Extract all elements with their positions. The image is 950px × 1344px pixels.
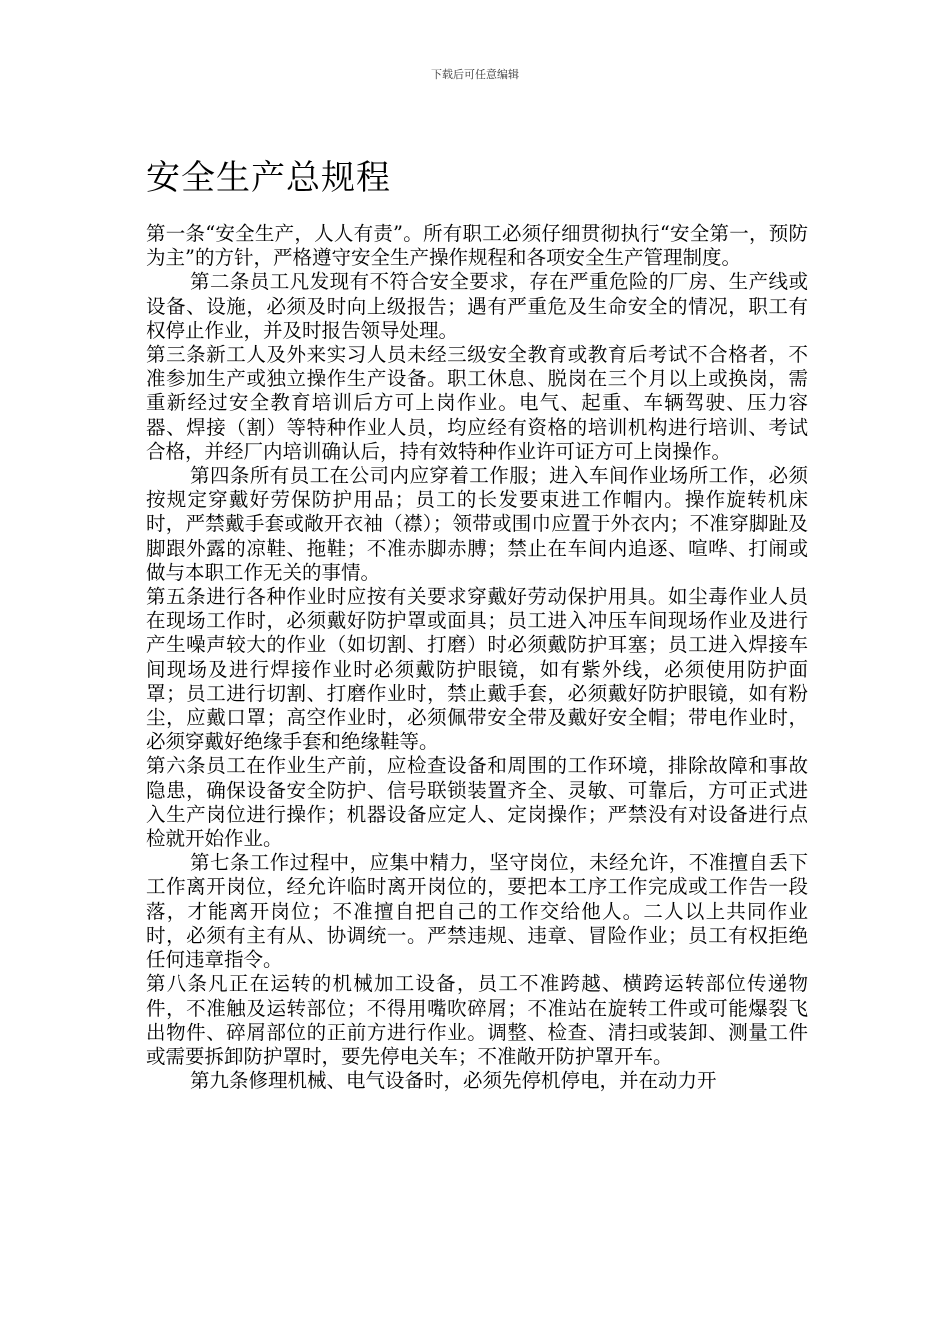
article-1: 第一条“安全生产，人人有责”。所有职工必须仔细贯彻执行“安全第一，预防为主”的方针，严格遵守安全生产操作规程和各项安全生产管理制度。: [146, 222, 808, 270]
article-3: 第三条新工人及外来实习人员未经三级安全教育或教育后考试不合格者，不准参加生产或独立操作生产设备。职工休息、脱岗在三个月以上或换岗，需重新经过安全教育培训后方可上岗作业。电气、起重、车辆驾驶、压力容器、焊接（割）等特种作业人员，均应经有资格的培训机构进行培训、考试合格，并经厂内培训确认后，持有效特种作业许可证方可上岗操作。: [146, 343, 808, 463]
article-2: 第二条员工凡发现有不符合安全要求，存在严重危险的厂房、生产线或设备、设施，必须及时向上级报告；遇有严重危及生命安全的情况，职工有权停止作业，并及时报告领导处理。: [146, 270, 808, 342]
article-5: 第五条进行各种作业时应按有关要求穿戴好劳动保护用具。如尘毒作业人员在现场工作时，必须戴好防护罩或面具；员工进入冲压车间现场作业及进行产生噪声较大的作业（如切割、打磨）时必须戴防护耳塞；员工进入焊接车间现场及进行焊接作业时必须戴防护眼镜，如有紫外线，必须使用防护面罩；员工进行切割、打磨作业时，禁止戴手套，必须戴好防护眼镜，如有粉尘，应戴口罩；高空作业时，必须佩带安全带及戴好安全帽；带电作业时，必须穿戴好绝缘手套和绝缘鞋等。: [146, 585, 808, 754]
article-7: 第七条工作过程中，应集中精力，坚守岗位，未经允许，不准擅自丢下工作离开岗位，经允许临时离开岗位的，要把本工序工作完成或工作告一段落，才能离开岗位；不准擅自把自己的工作交给他人。二人以上共同作业时，必须有主有从、协调统一。严禁违规、违章、冒险作业；员工有权拒绝任何违章指令。: [146, 851, 808, 972]
article-4: 第四条所有员工在公司内应穿着工作服；进入车间作业场所工作，必须按规定穿戴好劳保防护用品；员工的长发要束进工作帽内。操作旋转机床时，严禁戴手套或敞开衣袖（襟）；领带或围巾应置于外衣内；不准穿脚趾及脚跟外露的凉鞋、拖鞋；不准赤脚赤膊；禁止在车间内追逐、喧哗、打闹或做与本职工作无关的事情。: [146, 464, 808, 584]
document-body: [146, 222, 808, 1093]
header-note: 下载后可任意编辑: [431, 68, 519, 81]
article-9: 第九条修理机械、电气设备时，必须先停机停电，并在动力开: [190, 1069, 717, 1093]
article-8: 第八条凡正在运转的机械加工设备，员工不准跨越、横跨运转部位传递物件，不准触及运转部位；不得用嘴吹碎屑；不准站在旋转工件或可能爆裂飞出物件、碎屑部位的正前方进行作业。调整、检查、清扫或装卸、测量工件或需要拆卸防护罩时，要先停电关车；不准敞开防护罩开车。: [146, 972, 808, 1068]
article-6: 第六条员工在作业生产前，应检查设备和周围的工作环境，排除故障和事故隐患，确保设备安全防护、信号联锁装置齐全、灵敏、可靠后，方可正式进入生产岗位进行操作；机器设备应定人、定岗操作；严禁没有对设备进行点检就开始作业。: [146, 754, 808, 851]
document-title: 安全生产总规程: [146, 158, 391, 198]
